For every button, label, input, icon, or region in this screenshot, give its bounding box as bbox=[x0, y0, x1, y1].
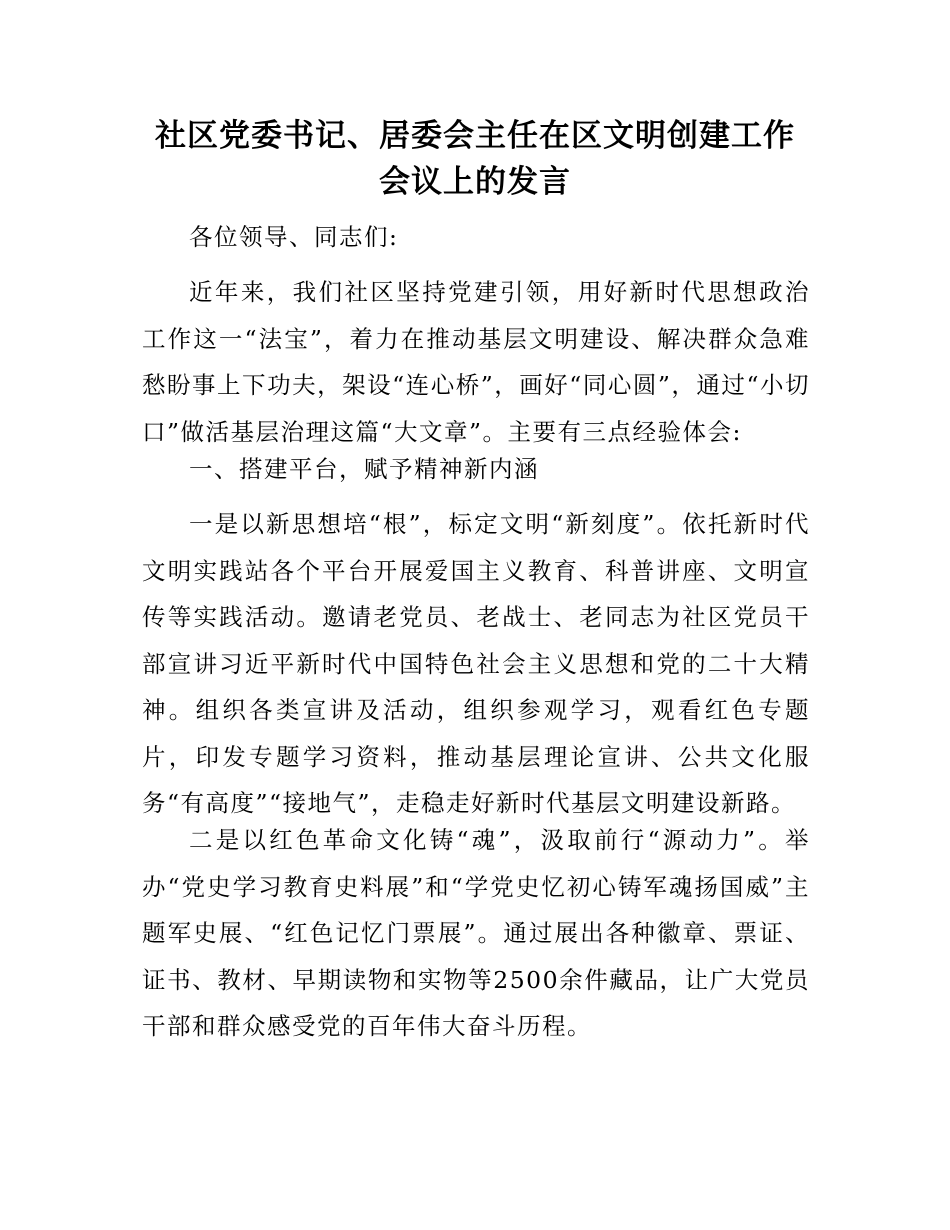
section-heading-block bbox=[142, 446, 810, 493]
intro-block bbox=[142, 269, 810, 455]
intro-paragraph: 近年来，我们社区坚持党建引领，用好新时代思想政治工作这一“法宝”，着力在推动基层文明建设、解决群众急难愁盼事上下功夫，架设“连心桥”，画好“同心圆”，通过“小切口”做活基层治理这篇“大文章”。主要有三点经验体会: bbox=[142, 278, 810, 446]
greeting: 各位领导、同志们: bbox=[189, 223, 399, 251]
document-title-line-2: 会议上的发言 bbox=[379, 164, 571, 200]
point-1-block bbox=[142, 501, 810, 827]
section-heading-1: 一、搭建平台，赋予精神新内涵 bbox=[189, 455, 539, 483]
document-title-line-1: 社区党委书记、居委会主任在区文明创建工作 bbox=[155, 118, 795, 154]
greeting-block bbox=[142, 214, 810, 261]
point-2-paragraph: 二是以红色革命文化铸“魂”，汲取前行“源动力”。举办“党史学习教育史料展”和“学党史忆初心铸军魂扬国威”主题军史展、“红色记忆门票展”。通过展出各种徽章、票证、证书、教材、早期读物和实物等2500余件藏品，让广大党员干部和群众感受党的百年伟大奋斗历程。 bbox=[142, 826, 810, 1040]
point-1-paragraph: 一是以新思想培“根”，标定文明“新刻度”。依托新时代文明实践站各个平台开展爱国主义教育、科普讲座、文明宣传等实践活动。邀请老党员、老战士、老同志为社区党员干部宣讲习近平新时代中国特色社会主义思想和党的二十大精神。组织各类宣讲及活动，组织参观学习，观看红色专题片，印发专题学习资料，推动基层理论宣讲、公共文化服务“有高度”“接地气”，走稳走好新时代基层文明建设新路。 bbox=[142, 510, 810, 817]
point-2-block bbox=[142, 817, 810, 1050]
